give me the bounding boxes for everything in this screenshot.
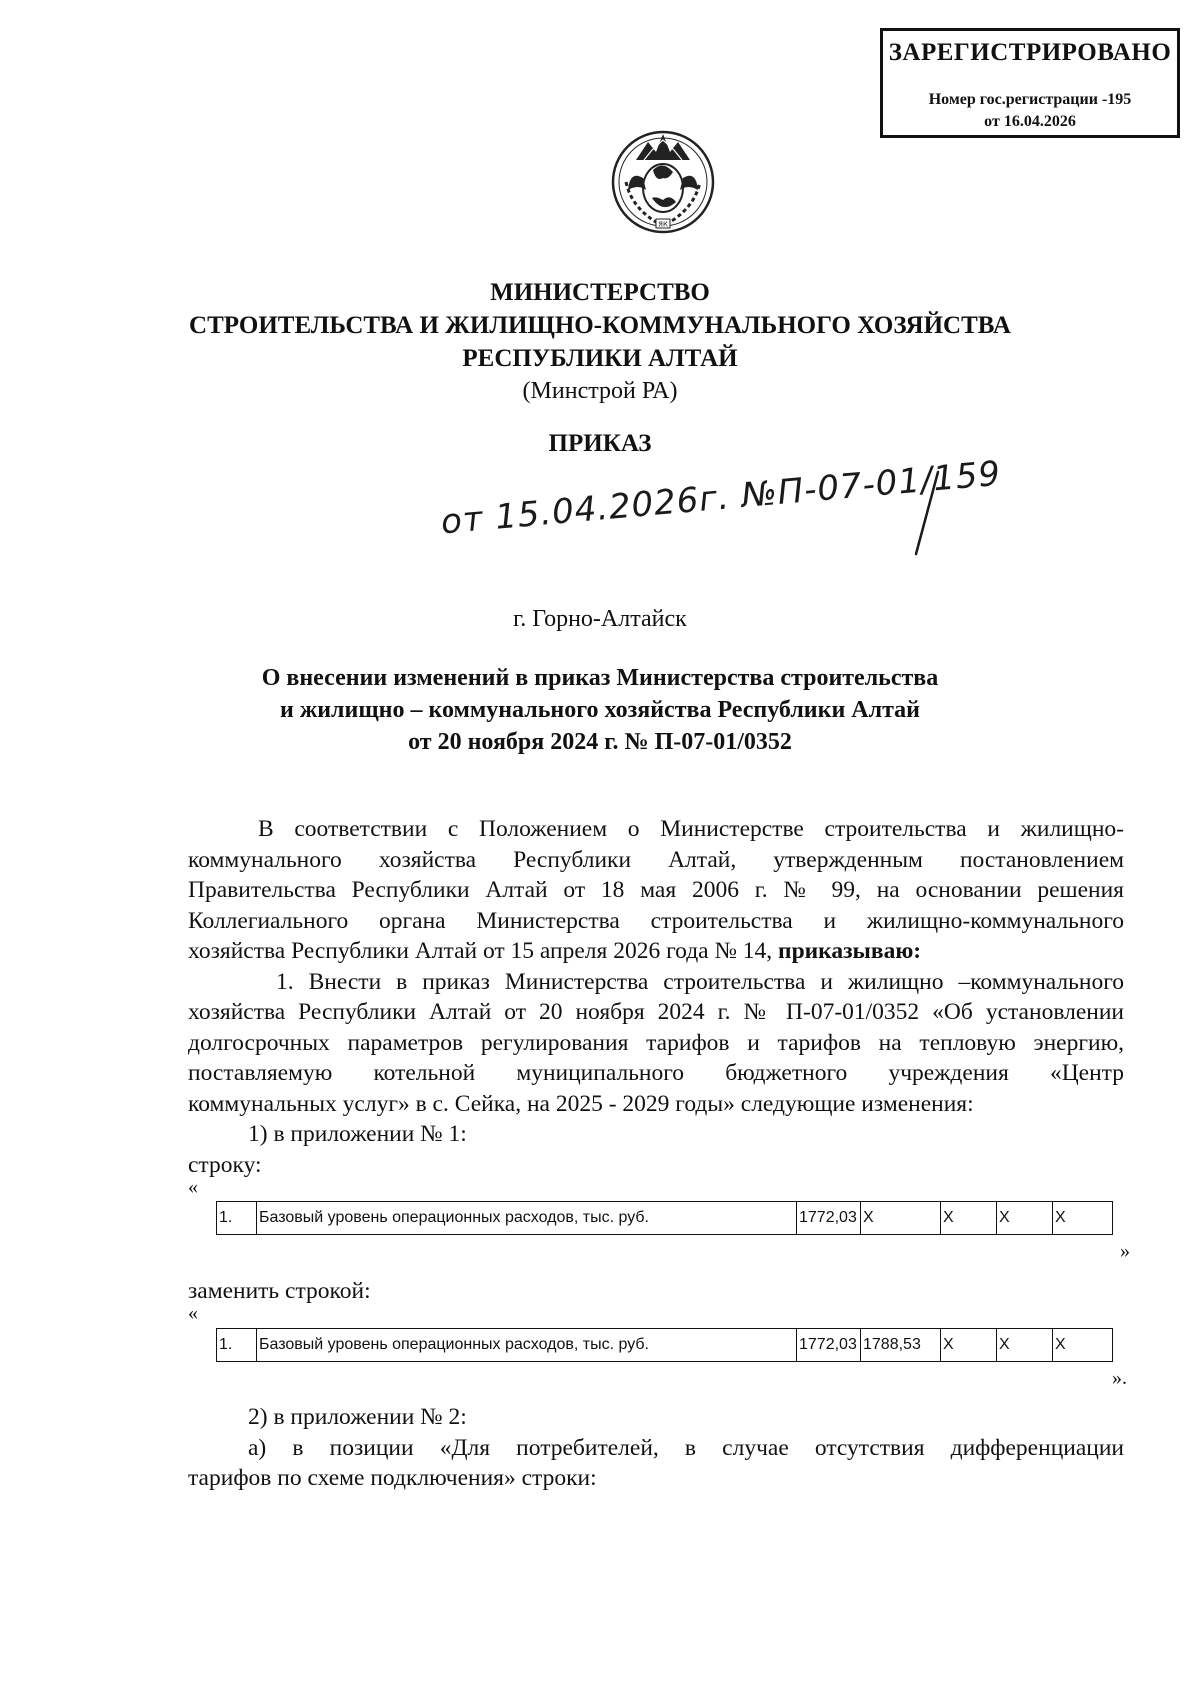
paragraph1-line4: Коллегиального органа Министерства строительства и жилищно-коммунального bbox=[188, 907, 1124, 934]
open-quote-2: « bbox=[188, 1302, 198, 1324]
cell-label: Базовый уровень операционных расходов, тыс. руб. bbox=[257, 1202, 797, 1235]
cell-value-2026: X bbox=[861, 1202, 941, 1235]
item2a-line1: а) в позиции «Для потребителей, в случае отсутствия дифференциации bbox=[248, 1434, 1124, 1461]
paragraph2-line4: поставляемую котельной муниципального бюджетного учреждения «Центр bbox=[188, 1060, 1124, 1086]
paragraph1-order-word: приказываю: bbox=[778, 938, 922, 964]
row-label: строку: bbox=[188, 1151, 262, 1178]
city: г. Горно-Алтайск bbox=[513, 606, 687, 632]
item2a-line2: тарифов по схеме подключения» строки: bbox=[188, 1465, 597, 1491]
close-quote-2: ». bbox=[1112, 1367, 1127, 1389]
cell-value-2029: X bbox=[1053, 1329, 1113, 1362]
cell-value-2026: 1788,53 bbox=[861, 1329, 941, 1362]
paragraph1-line2: коммунального хозяйства Республики Алтай, утвержденным постановлением bbox=[188, 846, 1124, 873]
handwritten-slash-mark bbox=[908, 468, 948, 558]
replace-label: заменить строкой: bbox=[188, 1278, 371, 1304]
table-replacement-row bbox=[216, 1328, 1113, 1362]
ministry-short-name: (Минстрой РА) bbox=[522, 378, 678, 404]
stamp-title: ЗАРЕГИСТРИРОВАНО bbox=[888, 39, 1172, 66]
paragraph2-line1: 1. Внести в приказ Министерства строительства и жилищно –коммунального bbox=[276, 968, 1124, 995]
stamp-reg-number: Номер гос.регистрации -195 bbox=[928, 91, 1132, 108]
coat-of-arms-icon bbox=[608, 120, 718, 248]
paragraph1-line5 bbox=[188, 936, 921, 967]
cell-number: 1. bbox=[217, 1329, 257, 1362]
item2-label: 2) в приложении № 2: bbox=[248, 1404, 467, 1430]
ministry-title-line1: МИНИСТЕРСТВО bbox=[490, 279, 710, 306]
ministry-title-line3: РЕСПУБЛИКИ АЛТАЙ bbox=[462, 345, 738, 372]
paragraph2-line3: долгосрочных параметров регулирования тарифов и тарифов на тепловую энергию, bbox=[188, 1029, 1124, 1056]
cell-label: Базовый уровень операционных расходов, тыс. руб. bbox=[257, 1329, 797, 1362]
paragraph2-line2: хозяйства Республики Алтай от 20 ноября 2024 г. № П-07-01/0352 «Об установлении bbox=[188, 999, 1124, 1025]
paragraph1-last-text: хозяйства Республики Алтай от 15 апреля 2026 года № 14, bbox=[188, 938, 779, 964]
cell-value-2025: 1772,03 bbox=[797, 1202, 861, 1235]
handwritten-order-number: от 15.04.2026г. №П-07-01/159 bbox=[439, 453, 1003, 543]
item1-label: 1) в приложении № 1: bbox=[248, 1121, 467, 1147]
cell-value-2028: X bbox=[997, 1202, 1053, 1235]
table-row bbox=[217, 1329, 1113, 1362]
open-quote-1: « bbox=[188, 1176, 198, 1198]
stamp-reg-date: от 16.04.2026 bbox=[984, 113, 1076, 130]
table-original-row bbox=[216, 1201, 1113, 1235]
subject-line3: от 20 ноября 2024 г. № П-07-01/0352 bbox=[408, 729, 792, 755]
cell-value-2027: X bbox=[941, 1202, 997, 1235]
registration-stamp bbox=[880, 28, 1180, 138]
cell-value-2028: X bbox=[997, 1329, 1053, 1362]
cell-number: 1. bbox=[217, 1202, 257, 1235]
emblem-caption: ЯК bbox=[658, 220, 668, 229]
subject-line1: О внесении изменений в приказ Министерства строительства bbox=[261, 665, 939, 691]
cell-value-2025: 1772,03 bbox=[797, 1329, 861, 1362]
cell-value-2029: X bbox=[1053, 1202, 1113, 1235]
ministry-title-line2: СТРОИТЕЛЬСТВА И ЖИЛИЩНО-КОММУНАЛЬНОГО ХОЗЯЙСТВА bbox=[189, 312, 1011, 339]
paragraph1-line1: В соответствии с Положением о Министерстве строительства и жилищно- bbox=[258, 816, 1124, 842]
subject-line2: и жилищно – коммунального хозяйства Республики Алтай bbox=[280, 697, 920, 723]
paragraph1-line3: Правительства Республики Алтай от 18 мая 2006 г. № 99, на основании решения bbox=[188, 877, 1124, 903]
document-type: ПРИКАЗ bbox=[548, 430, 652, 457]
paragraph2-line5: коммунальных услуг» в с. Сейка, на 2025 - 2029 годы» следующие изменения: bbox=[188, 1090, 974, 1117]
close-quote-1: » bbox=[1120, 1240, 1130, 1262]
table-row bbox=[217, 1202, 1113, 1235]
cell-value-2027: X bbox=[941, 1329, 997, 1362]
